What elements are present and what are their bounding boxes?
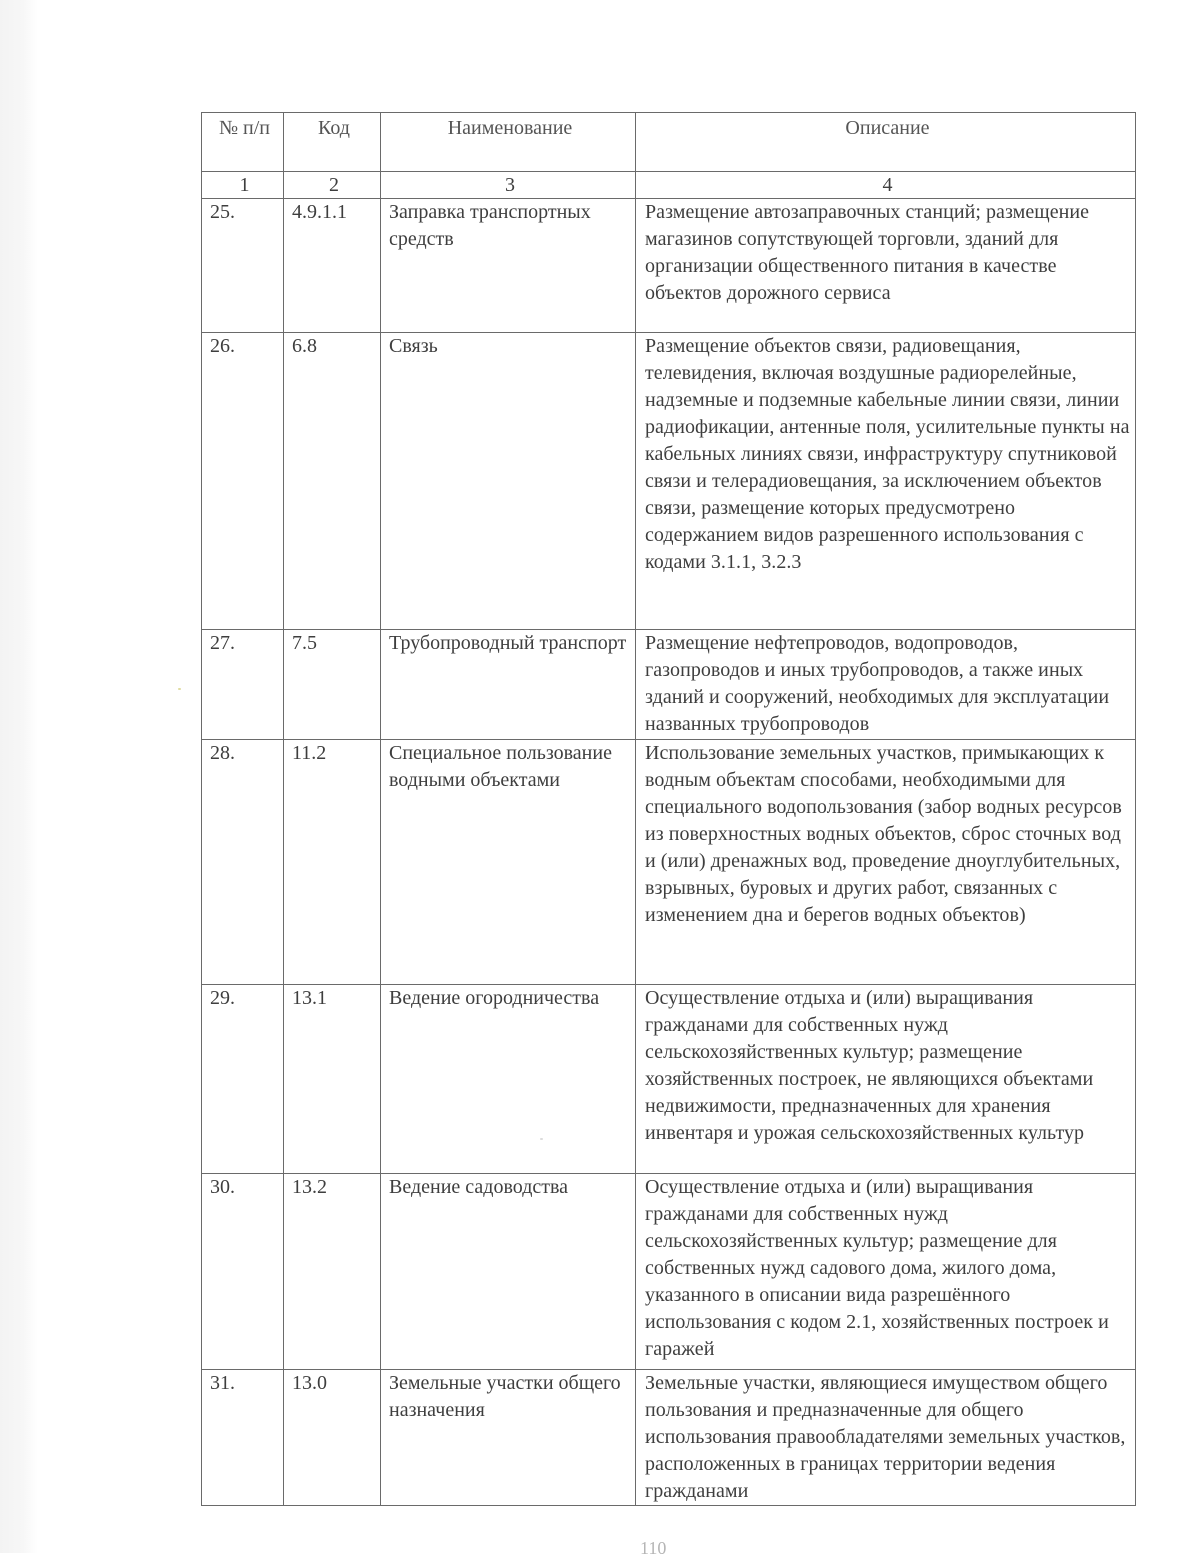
header-name: Наименование (381, 113, 636, 172)
row-code: 13.1 (284, 985, 381, 1174)
row-number: 29. (202, 985, 284, 1174)
column-number-2: 2 (284, 172, 381, 199)
row-number: 31. (202, 1370, 284, 1506)
row-description: Осуществление отдыха и (или) выращивания гражданами для собственных нужд сельскохозяйственных культур; размещение хозяйственных построек, не являющихся объектами недвижимости, предназначенных для хранения инвентаря и урожая сельскохозяйственных культур (636, 985, 1136, 1174)
row-code: 13.2 (284, 1174, 381, 1370)
row-code: 13.0 (284, 1370, 381, 1506)
page-number: 110 (640, 1538, 667, 1558)
row-name: Земельные участки общего назначения (381, 1370, 636, 1506)
row-number: 27. (202, 630, 284, 740)
column-number-4: 4 (636, 172, 1136, 199)
table-row (202, 630, 1136, 740)
table-row (202, 199, 1136, 333)
row-description: Земельные участки, являющиеся имуществом общего пользования и предназначенные для общего использования правообладателями земельных участков, расположенных в границах территории ведения гражданами (636, 1370, 1136, 1506)
row-number: 25. (202, 199, 284, 333)
row-number: 26. (202, 333, 284, 630)
row-description: Использование земельных участков, примыкающих к водным объектам способами, необходимыми для специального водопользования (забор водных ресурсов из поверхностных водных объектов, сброс сточных вод и (или) дренажных вод, проведение дноуглубительных, взрывных, буровых и других работ, связанных с изменением дна и берегов водных объектов) (636, 740, 1136, 985)
row-number: 28. (202, 740, 284, 985)
row-code: 11.2 (284, 740, 381, 985)
row-code: 4.9.1.1 (284, 199, 381, 333)
header-code: Код (284, 113, 381, 172)
row-name: Ведение огородничества (381, 985, 636, 1174)
row-description: Размещение автозаправочных станций; размещение магазинов сопутствующей торговли, зданий для организации общественного питания в качестве объектов дорожного сервиса (636, 199, 1136, 333)
column-number-row (202, 172, 1136, 199)
scan-edge-shadow (0, 0, 38, 1553)
land-use-table (201, 112, 1136, 1506)
header-description: Описание (636, 113, 1136, 172)
scan-speck (178, 688, 181, 690)
row-code: 6.8 (284, 333, 381, 630)
row-description: Размещение нефтепроводов, водопроводов, газопроводов и иных трубопроводов, а также иных зданий и сооружений, необходимых для эксплуатации названных трубопроводов (636, 630, 1136, 740)
table-row (202, 1370, 1136, 1506)
header-number: № п/п (202, 113, 284, 172)
row-name: Трубопроводный транспорт (381, 630, 636, 740)
row-description: Размещение объектов связи, радиовещания, телевидения, включая воздушные радиорелейные, надземные и подземные кабельные линии связи, линии радиофикации, антенные поля, усилительные пункты на кабельных линиях связи, инфраструктуру спутниковой связи и телерадиовещания, за исключением объектов связи, размещение которых предусмотрено содержанием видов разрешенного использования с кодами 3.1.1, 3.2.3 (636, 333, 1136, 630)
row-name: Заправка транспортных средств (381, 199, 636, 333)
table-row (202, 333, 1136, 630)
table-header-row (202, 113, 1136, 172)
row-name: Специальное пользование водными объектами (381, 740, 636, 985)
table-row (202, 1174, 1136, 1370)
column-number-1: 1 (202, 172, 284, 199)
row-code: 7.5 (284, 630, 381, 740)
row-name: Связь (381, 333, 636, 630)
table-row (202, 740, 1136, 985)
row-name: Ведение садоводства (381, 1174, 636, 1370)
row-number: 30. (202, 1174, 284, 1370)
table-row (202, 985, 1136, 1174)
column-number-3: 3 (381, 172, 636, 199)
row-description: Осуществление отдыха и (или) выращивания гражданами для собственных нужд сельскохозяйственных культур; размещение для собственных нужд садового дома, жилого дома, указанного в описании вида разрешённого использования с кодом 2.1, хозяйственных построек и гаражей (636, 1174, 1136, 1370)
